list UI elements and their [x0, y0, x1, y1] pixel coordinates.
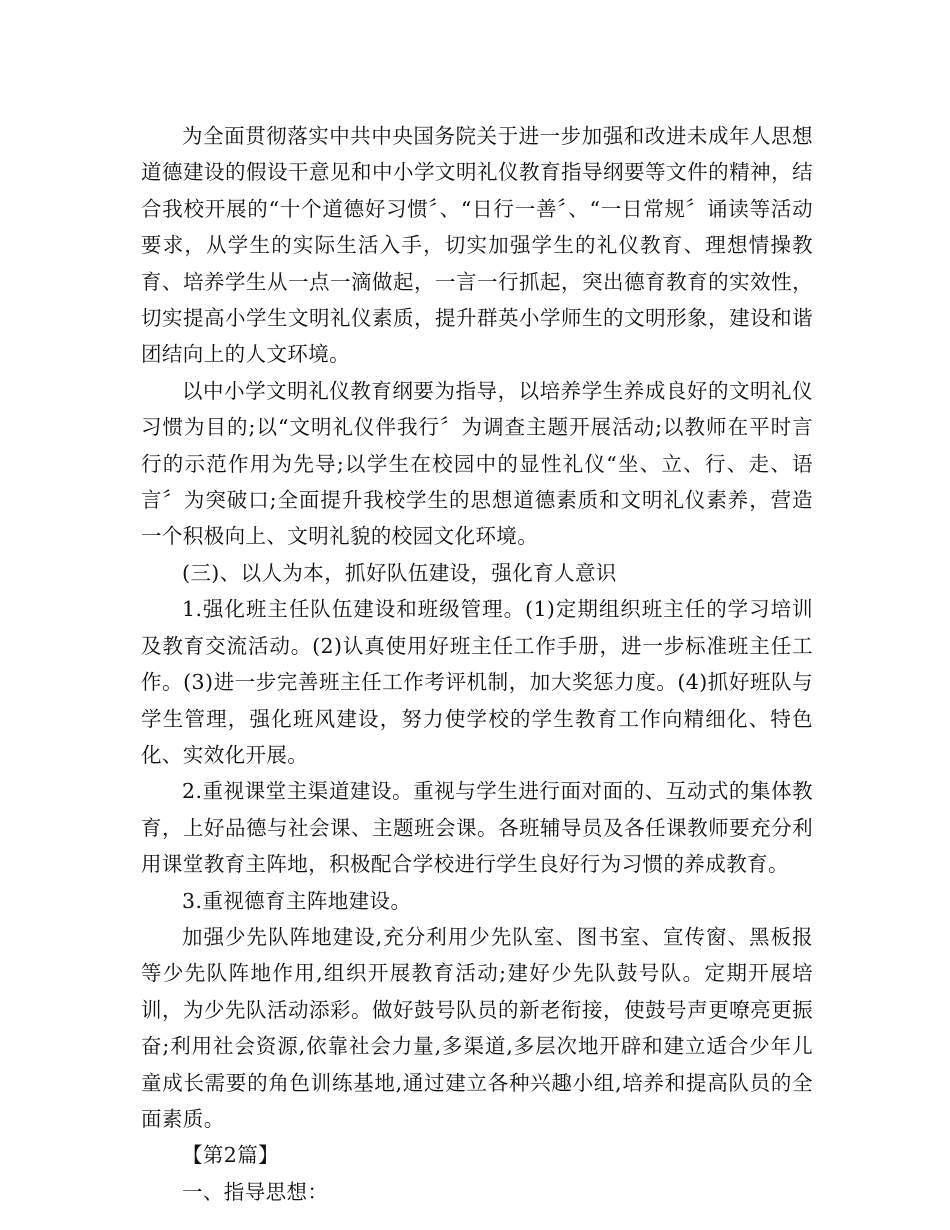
paragraph-intro: 为全面贯彻落实中共中央国务院关于进一步加强和改进未成年人思想道德建设的假设干意见和中小学文明礼仪教育指导纲要等文件的精神，结合我校开展的“十个道德好习惯〞、“日行一善〞、“一日常规〞诵读等活动要求，从学生的实际生活入手，切实加强学生的礼仪教育、理想情操教育、培养学生从一点一滴做起，一言一行抓起，突出德育教育的实效性，切实提高小学生文明礼仪素质，提升群英小学师生的文明形象，建设和谐团结向上的人文环境。	[141, 124, 813, 367]
article-label: 【第2篇】	[182, 1143, 280, 1168]
paragraph-guidance: 以中小学文明礼仪教育纲要为指导，以培养学生养成良好的文明礼仪习惯为目的;以“文明礼仪伴我行〞为调查主题开展活动;以教师在平时言行的示范作用为先导;以学生在校园中的显性礼仪“坐、立、行、走、语言〞为突破口;全面提升我校学生的思想道德素质和文明礼仪素养，营造一个积极向上、文明礼貌的校园文化环境。	[141, 378, 813, 549]
document-body	[141, 118, 813, 1210]
paragraph-item-2: 2.重视课堂主渠道建设。重视与学生进行面对面的、互动式的集体教育，上好品德与社会课、主题班会课。各班辅导员及各任课教师要充分利用课堂教育主阵地，积极配合学校进行学生良好行为习惯的养成教育。	[141, 779, 813, 877]
paragraph-item-3-body: 加强少先队阵地建设,充分利用少先队室、图书室、宣传窗、黑板报等少先队阵地作用,组织开展教育活动;建好少先队鼓号队。定期开展培训，为少先队活动添彩。做好鼓号队员的新老衔接，使鼓号声更嘹亮更振奋;利用社会资源,依靠社会力量,多渠道,多层次地开辟和建立适合少年儿童成长需要的角色训练基地,通过建立各种兴趣小组,培养和提高队员的全面素质。	[141, 924, 813, 1131]
paragraph-item-3-title: 3.重视德育主阵地建设。	[182, 888, 412, 913]
section-heading-3: (三)、以人为本，抓好队伍建设，强化育人意识	[182, 560, 617, 585]
paragraph-item-1: 1.强化班主任队伍建设和班级管理。(1)定期组织班主任的学习培训及教育交流活动。(2)认真使用好班主任工作手册，进一步标准班主任工作。(3)进一步完善班主任工作考评机制，加大奖惩力度。(4)抓好班队与学生管理，强化班风建设，努力使学校的学生教育工作向精细化、特色化、实效化开展。	[141, 597, 813, 767]
section-heading-guiding-thought: 一、指导思想：	[182, 1179, 329, 1204]
